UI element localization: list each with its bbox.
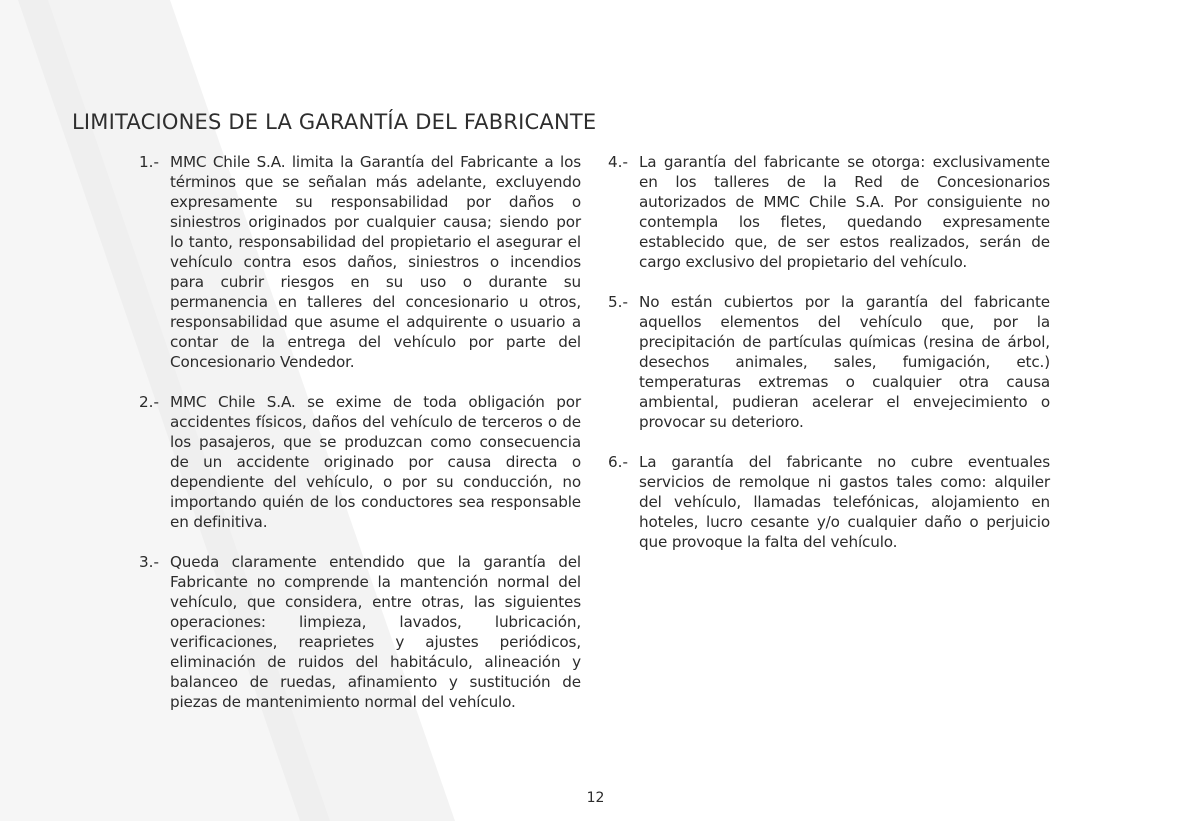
item-text: La garantía del fabricante se otorga: exclusivamente en los talleres de la Red de Concesionarios autorizados de MMC Chile S.A. Por consiguiente no contempla los fletes, quedando expresamente establecido que, de ser estos realizados, serán de cargo exclusivo del propietario del vehículo.	[639, 153, 1050, 271]
item-number: 2.-	[139, 393, 159, 411]
item-text: MMC Chile S.A. limita la Garantía del Fabricante a los términos que se señalan más adelante, excluyendo expresamente su responsabilidad por daños o siniestros originados por cualquier causa; siendo por lo tanto, responsabilidad del propietario el asegurar el vehículo contra esos daños, siniestros o incendios para cubrir riesgos en su uso o durante su permanencia en talleres del concesionario u otros, responsabilidad que asume el adquirente o usuario a contar de la entrega del vehículo por parte del Concesionario Vendedor.	[170, 153, 581, 371]
item-number: 3.-	[139, 553, 159, 571]
item-text: La garantía del fabricante no cubre eventuales servicios de remolque ni gastos tales como: alquiler del vehículo, llamadas telefónicas, alojamiento en hoteles, lucro cesante y/o cualquier daño o perjuicio que provoque la falta del vehículo.	[639, 453, 1050, 551]
left-column	[139, 152, 581, 732]
list-item	[139, 152, 581, 372]
list-item	[608, 452, 1050, 552]
right-column	[608, 152, 1050, 572]
list-item	[139, 552, 581, 712]
list-item	[139, 392, 581, 532]
page-title: LIMITACIONES DE LA GARANTÍA DEL FABRICANTE	[72, 110, 597, 134]
list-item	[608, 152, 1050, 272]
list-item	[608, 292, 1050, 432]
item-text: No están cubiertos por la garantía del fabricante aquellos elementos del vehículo que, por la precipitación de partículas químicas (resina de árbol, desechos animales, sales, fumigación, etc.) temperaturas extremas o cualquier otra causa ambiental, pudieran acelerar el envejecimiento o provocar su deterioro.	[639, 293, 1050, 431]
item-number: 1.-	[139, 153, 159, 171]
item-text: Queda claramente entendido que la garantía del Fabricante no comprende la mantención normal del vehículo, que considera, entre otras, las siguientes operaciones: limpieza, lavados, lubricación, verificaciones, reaprietes y ajustes periódicos, eliminación de ruidos del habitáculo, alineación y balanceo de ruedas, afinamiento y sustitución de piezas de mantenimiento normal del vehículo.	[170, 553, 581, 711]
page-number: 12	[586, 790, 605, 806]
item-number: 6.-	[608, 453, 628, 471]
item-number: 5.-	[608, 293, 628, 311]
item-text: MMC Chile S.A. se exime de toda obligación por accidentes físicos, daños del vehículo de terceros o de los pasajeros, que se produzcan como consecuencia de un accidente originado por causa directa o dependiente del vehículo, o por su conducción, no importando quién de los conductores sea responsable en definitiva.	[170, 393, 581, 531]
item-number: 4.-	[608, 153, 628, 171]
